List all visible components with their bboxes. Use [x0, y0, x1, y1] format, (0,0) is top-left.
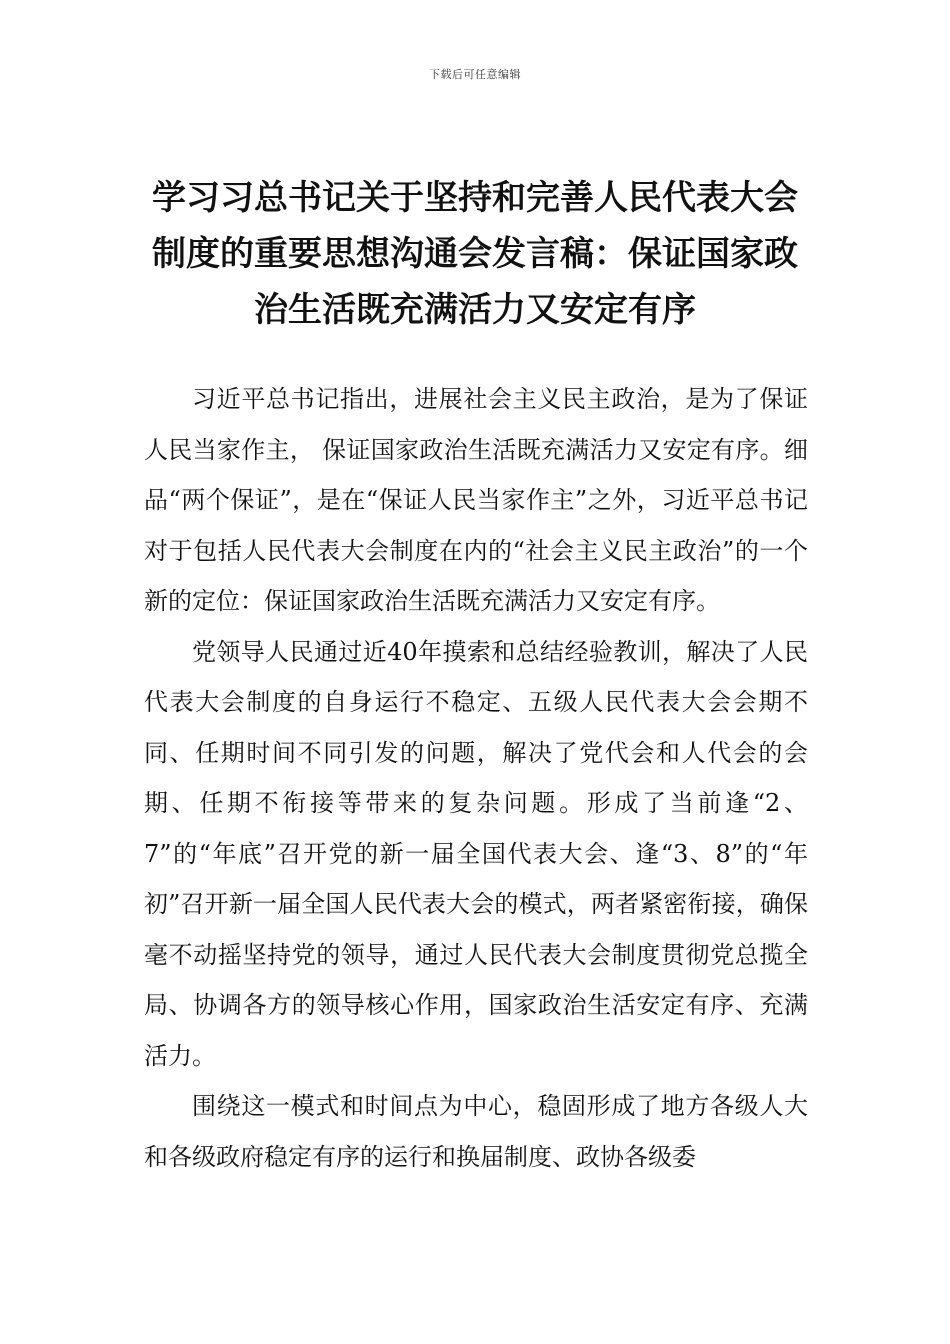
- document-title: 学习习总书记关于坚持和完善人民代表大会制度的重要思想沟通会发言稿：保证国家政治生活既充满活力又安定有序: [152, 178, 798, 330]
- paragraph-1: 习近平总书记指出，进展社会主义民主政治，是为了保证人民当家作主， 保证国家政治生活既充满活力又安定有序。细品“两个保证”，是在“保证人民当家作主”之外，习近平总书记对于包括人民代表大会制度在内的“社会主义民主政治”的一个新的定位：保证国家政治生活既充满活力又安定有序。: [144, 385, 808, 615]
- document-body: [144, 374, 808, 1182]
- paragraph-2: 党领导人民通过近40年摸索和总结经验教训，解决了人民代表大会制度的自身运行不稳定、五级人民代表大会会期不同、任期时间不同引发的问题，解决了党代会和人代会的会期、任期不衔接等带来的复杂问题。形成了当前逢“2、7”的“年底”召开党的新一届全国代表大会、逢“3、8”的“年初”召开新一届全国人民代表大会的模式，两者紧密衔接，确保毫不动摇坚持党的领导，通过人民代表大会制度贯彻党总揽全局、协调各方的领导核心作用，国家政治生活安定有序、充满活力。: [144, 637, 808, 1070]
- paragraph-3: 围绕这一模式和时间点为中心，稳固形成了地方各级人大和各级政府稳定有序的运行和换届制度、政协各级委: [144, 1092, 808, 1171]
- header-note: 下载后可任意编辑: [429, 68, 521, 81]
